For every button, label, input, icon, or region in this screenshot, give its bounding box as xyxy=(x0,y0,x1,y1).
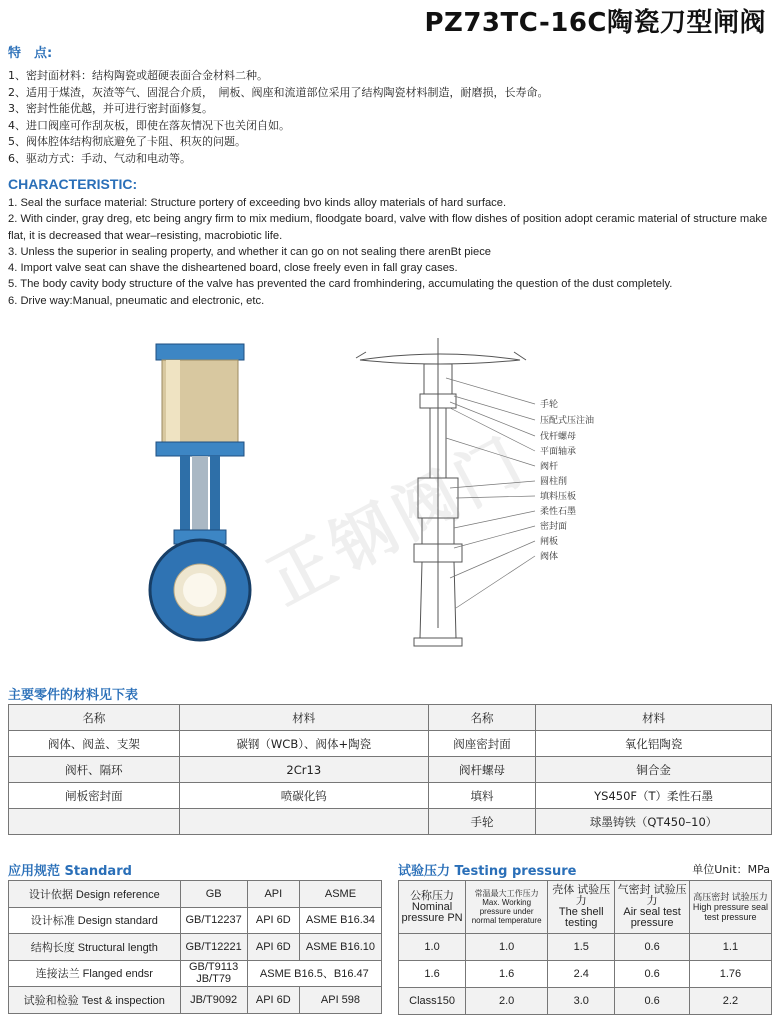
header-cn: 常温最大工作压力 xyxy=(474,889,539,898)
table-cell: API 598 xyxy=(299,987,381,1014)
column-header: 名称 xyxy=(9,705,180,731)
table-cell: 2.0 xyxy=(466,988,548,1015)
table-cell: 1.5 xyxy=(548,934,615,961)
table-cell: 连接法兰 Flanged endsr xyxy=(9,960,181,987)
table-cell: 手轮 xyxy=(428,809,535,835)
table-cell: API xyxy=(247,881,299,908)
testing-heading: 试验压力 Testing pressure xyxy=(398,864,577,879)
header-en: The shell testing xyxy=(558,906,604,929)
table-cell: GB/T9113 JB/T79 xyxy=(180,960,247,987)
table-cell: 填料 xyxy=(428,783,535,809)
table-cell: ASME xyxy=(299,881,381,908)
characteristic-list xyxy=(8,195,772,309)
table-cell: 2Cr13 xyxy=(179,757,428,783)
list-item: 1. Seal the surface material: Structure portery of exceeding bvo kinds alloy materials of hard surface. xyxy=(8,197,507,209)
table-cell: 1.76 xyxy=(689,961,771,988)
table-row xyxy=(9,757,772,783)
drawing-label: 平面轴承 xyxy=(540,447,577,457)
table-cell: 喷碳化钨 xyxy=(179,783,428,809)
table-cell: 1.1 xyxy=(689,934,771,961)
table-cell: 1.0 xyxy=(466,934,548,961)
table-cell xyxy=(9,809,180,835)
features-list xyxy=(8,68,768,168)
table-cell: 0.6 xyxy=(615,988,690,1015)
column-header: 名称 xyxy=(428,705,535,731)
features-heading: 特 点: xyxy=(8,46,53,61)
table-cell: 2.2 xyxy=(689,988,771,1015)
header-cn: 公称压力 xyxy=(410,889,455,902)
table-cell: API 6D xyxy=(247,934,299,961)
table-cell: 铜合金 xyxy=(536,757,772,783)
table-cell: API 6D xyxy=(247,987,299,1014)
drawing-label: 柔性石墨 xyxy=(540,507,577,517)
drawing-label: 压配式压注油 xyxy=(540,416,595,426)
drawing-label: 阀杆 xyxy=(540,462,559,472)
table-cell: 2.4 xyxy=(548,961,615,988)
column-header xyxy=(466,881,548,934)
table-row xyxy=(9,907,382,934)
standard-heading: 应用规范 Standard xyxy=(8,864,132,879)
table-cell: 1.6 xyxy=(466,961,548,988)
valve-drawing xyxy=(350,338,640,658)
table-cell: API 6D xyxy=(247,907,299,934)
list-item: 3、密封性能优越，并可进行密封面修复。 xyxy=(8,102,213,116)
list-item: 3. Unless the superior in sealing property, and whether it can go on not sealing there arenBt piece xyxy=(8,245,492,258)
table-cell: GB/T12237 xyxy=(180,907,247,934)
watermark: 正钢阀门 xyxy=(256,422,539,620)
table-cell: JB/T9092 xyxy=(180,987,247,1014)
table-cell: 1.6 xyxy=(399,961,466,988)
header-en: Air seal test pressure xyxy=(623,906,681,929)
testing-table xyxy=(398,880,772,1015)
standard-table xyxy=(8,880,382,1014)
drawing-label: 阀体 xyxy=(540,552,559,562)
table-row xyxy=(399,934,772,961)
table-header-row xyxy=(399,881,772,934)
table-cell xyxy=(179,809,428,835)
list-item: 6. Drive way:Manual, pneumatic and electronic, etc. xyxy=(8,294,265,307)
header-cn: 壳体 试验压力 xyxy=(552,884,611,907)
table-row xyxy=(9,809,772,835)
table-cell: YS450F（T）柔性石墨 xyxy=(536,783,772,809)
column-header xyxy=(399,881,466,934)
header-en: Max. Working pressure under normal temperature xyxy=(471,898,542,925)
table-cell: 3.0 xyxy=(548,988,615,1015)
table-row xyxy=(9,934,382,961)
table-cell: 氧化铝陶瓷 xyxy=(536,731,772,757)
header-en: High pressure seal test pressure xyxy=(692,902,768,922)
table-cell: GB xyxy=(180,881,247,908)
table-cell: 阀体、阀盖、支架 xyxy=(9,731,180,757)
drawing-label: 伐杆螺母 xyxy=(540,432,577,442)
table-cell: 结构长度 Structural length xyxy=(9,934,181,961)
table-cell: 阀杆螺母 xyxy=(428,757,535,783)
table-cell: GB/T12221 xyxy=(180,934,247,961)
column-header xyxy=(548,881,615,934)
drawing-label: 填料压板 xyxy=(540,492,577,502)
table-cell: 阀座密封面 xyxy=(428,731,535,757)
list-item: 5. The body cavity body structure of the valve has prevented the card fromhindering, accumulating the question of the dust completely. xyxy=(8,278,673,291)
list-item: 1、密封面材料：结构陶瓷或超硬表面合金材料二种。 xyxy=(8,69,268,82)
table-cell: ASME B16.10 xyxy=(299,934,381,961)
table-row xyxy=(399,961,772,988)
table-header-row xyxy=(9,705,772,731)
list-item: 5、阀体腔体结构彻底避免了卡阻、积灰的问题。 xyxy=(8,135,246,149)
table-row xyxy=(399,988,772,1015)
materials-heading: 主要零件的材料见下表 xyxy=(8,688,139,703)
table-cell: 试验和检验 Test & inspection xyxy=(9,987,181,1014)
table-cell: 设计标准 Design standard xyxy=(9,907,181,934)
table-cell: 闸板密封面 xyxy=(9,783,180,809)
table-cell: 0.6 xyxy=(615,934,690,961)
header-en: Nominal pressure PN xyxy=(401,900,463,924)
table-row xyxy=(9,987,382,1014)
drawing-label: 闸板 xyxy=(540,537,559,547)
list-item: 2、适用于煤渣，灰渣等气、固混合介质， 闸板、阀座和流道部位采用了结构陶瓷材料制造，耐磨损，长寿命。 xyxy=(8,85,549,99)
table-cell: 设计依据 Design reference xyxy=(9,881,181,908)
table-row xyxy=(9,960,382,987)
drawing-label: 密封面 xyxy=(540,522,568,532)
characteristic-heading: CHARACTERISTIC: xyxy=(8,176,138,192)
column-header xyxy=(689,881,771,934)
table-cell: Class150 xyxy=(399,988,466,1015)
table-cell: ASME B16.34 xyxy=(299,907,381,934)
list-item: 4、进口阀座可作刮灰板，即使在落灰情况下也关闭自如。 xyxy=(8,118,290,132)
table-cell: 1.0 xyxy=(399,934,466,961)
materials-table xyxy=(8,704,772,835)
valve-photo xyxy=(140,330,260,660)
header-cn: 高压密封 试验压力 xyxy=(693,892,768,902)
table-cell: 阀杆、隔环 xyxy=(9,757,180,783)
page-title: PZ73TC-16C陶瓷刀型闸阀 xyxy=(424,8,766,38)
list-item: 4. Import valve seat can shave the disheartened board, close freely even in fall gray cases. xyxy=(8,262,458,275)
column-header: 材料 xyxy=(179,705,428,731)
column-header xyxy=(615,881,690,934)
list-item: 2. With cinder, gray dreg, etc being angry firm to mix medium, floodgate board, valve with flow dishes of position adopt ceramic material of structure make flat, it is decreased that wear–resisting, macrobiotic life. xyxy=(8,213,768,242)
table-row xyxy=(9,783,772,809)
table-cell: 球墨铸铁（QT450–10） xyxy=(536,809,772,835)
table-cell: 0.6 xyxy=(615,961,690,988)
drawing-label: 手轮 xyxy=(540,400,559,410)
table-row xyxy=(9,731,772,757)
header-cn: 气密封 试验压力 xyxy=(617,884,687,907)
table-row xyxy=(9,881,382,908)
column-header: 材料 xyxy=(536,705,772,731)
unit-label: 单位Unit：MPa xyxy=(692,863,770,876)
table-cell: 碳钢（WCB）、阀体+陶瓷 xyxy=(179,731,428,757)
list-item: 6、驱动方式：手动、气动和电动等。 xyxy=(8,151,191,165)
drawing-label: 圆柱削 xyxy=(540,477,568,487)
table-cell: ASME B16.5、B16.47 xyxy=(247,960,381,987)
